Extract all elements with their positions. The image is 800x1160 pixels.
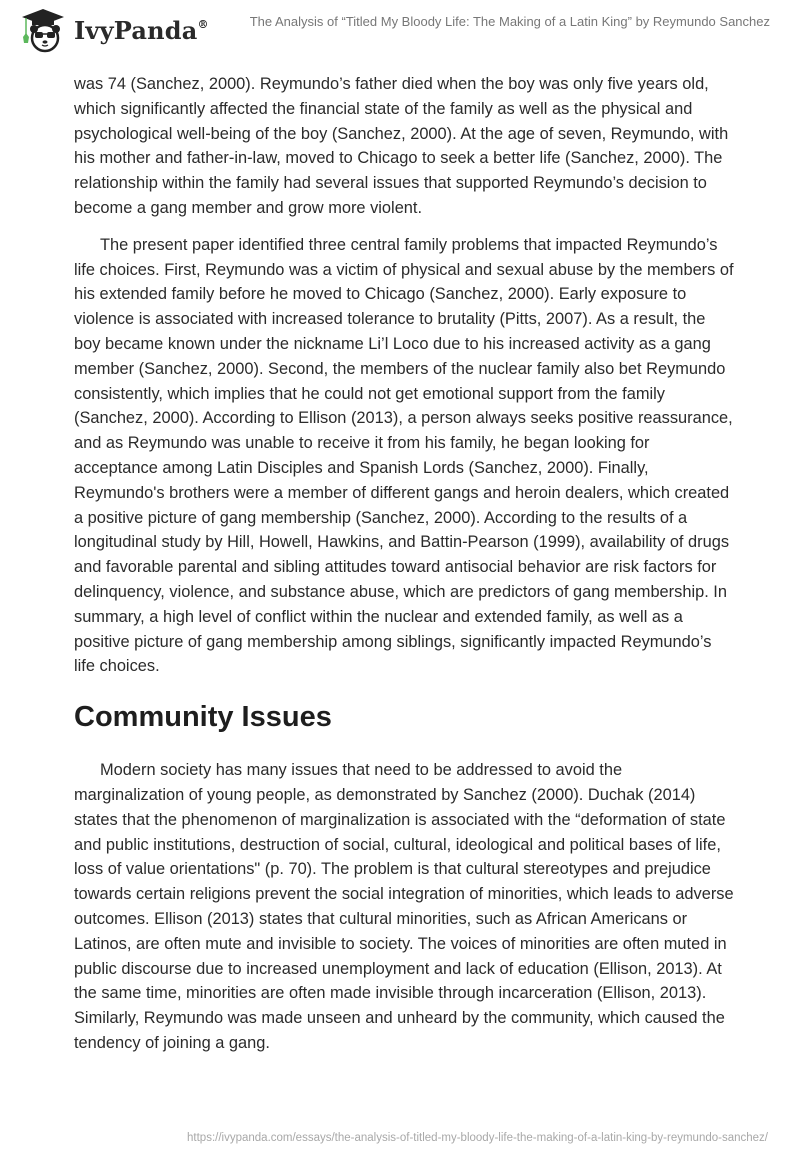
- panda-graduate-icon: [18, 7, 68, 53]
- essay-body: [74, 72, 734, 1056]
- paragraph: Modern society has many issues that need to be addressed to avoid the marginalization of young people, as demonstrated by Sanchez (2000). Duchak (2014) states that the phenomenon of marginalization is associated with the “deformation of state and public institutions, destruction of social, cultural, ideological and political bases of life, loss of value orientations" (p. 70). The problem is that cultural stereotypes and prejudice towards certain religions prevent the social integration of minorities, which leads to adverse outcomes. Ellison (2013) states that cultural minorities, such as African Americans or Latinos, are often mute and invisible to society. The voices of minorities are often muted in public discourse due to increased unemployment and lack of education (Ellison, 2013). At the same time, minorities are often made invisible through incarceration (Ellison, 2013). Similarly, Reymundo was made unseen and unheard by the community, which caused the tendency of joining a gang.: [74, 761, 734, 1052]
- page-header: [0, 0, 800, 56]
- section-heading: Community Issues: [74, 701, 332, 734]
- document-title: The Analysis of “Titled My Bloody Life: The Making of a Latin King” by Reymundo Sanchez: [249, 14, 770, 29]
- paragraph: was 74 (Sanchez, 2000). Reymundo’s father died when the boy was only five years old, which significantly affected the financial state of the family as well as the physical and psychological well-being of the boy (Sanchez, 2000). At the age of seven, Reymundo, with his mother and father-in-law, moved to Chicago to seek a better life (Sanchez, 2000). The relationship within the family had several issues that supported Reymundo’s decision to become a gang member and grow more violent.: [74, 75, 729, 217]
- paragraph: The present paper identified three central family problems that impacted Reymundo’s life choices. First, Reymundo was a victim of physical and sexual abuse by the members of his extended family before he moved to Chicago (Sanchez, 2000). Early exposure to violence is associated with increased tolerance to brutality (Pitts, 2007). As a result, the boy became known under the nickname Li’l Loco due to his increased activity as a gang member (Sanchez, 2000). Second, the members of the nuclear family also bet Reymundo consistently, which implies that he could not get emotional support from the family (Sanchez, 2000). According to Ellison (2013), a person always seeks positive reassurance, and as Reymundo was unable to receive it from his family, he began looking for acceptance among Latin Disciples and Spanish Lords (Sanchez, 2000). Finally, Reymundo's brothers were a member of different gangs and heroin dealers, which created a positive picture of gang membership (Sanchez, 2000). According to the results of a longitudinal study by Hill, Howell, Hawkins, and Battin-Pearson (1999), availability of drugs and favorable parental and sibling attitudes toward antisocial behavior are risk factors for delinquency, violence, and substance abuse, which are predictors of gang membership. In summary, a high level of conflict within the nuclear and extended family, as well as a positive picture of gang membership among siblings, significantly impacted Reymundo’s life choices.: [74, 235, 734, 676]
- logo-wordmark: IvyPanda®: [74, 15, 209, 45]
- ivypanda-logo[interactable]: [18, 7, 209, 53]
- source-url[interactable]: https://ivypanda.com/essays/the-analysis-of-titled-my-bloody-life-the-making-of-a-latin-king-by-reymundo-sanchez/: [187, 1132, 768, 1144]
